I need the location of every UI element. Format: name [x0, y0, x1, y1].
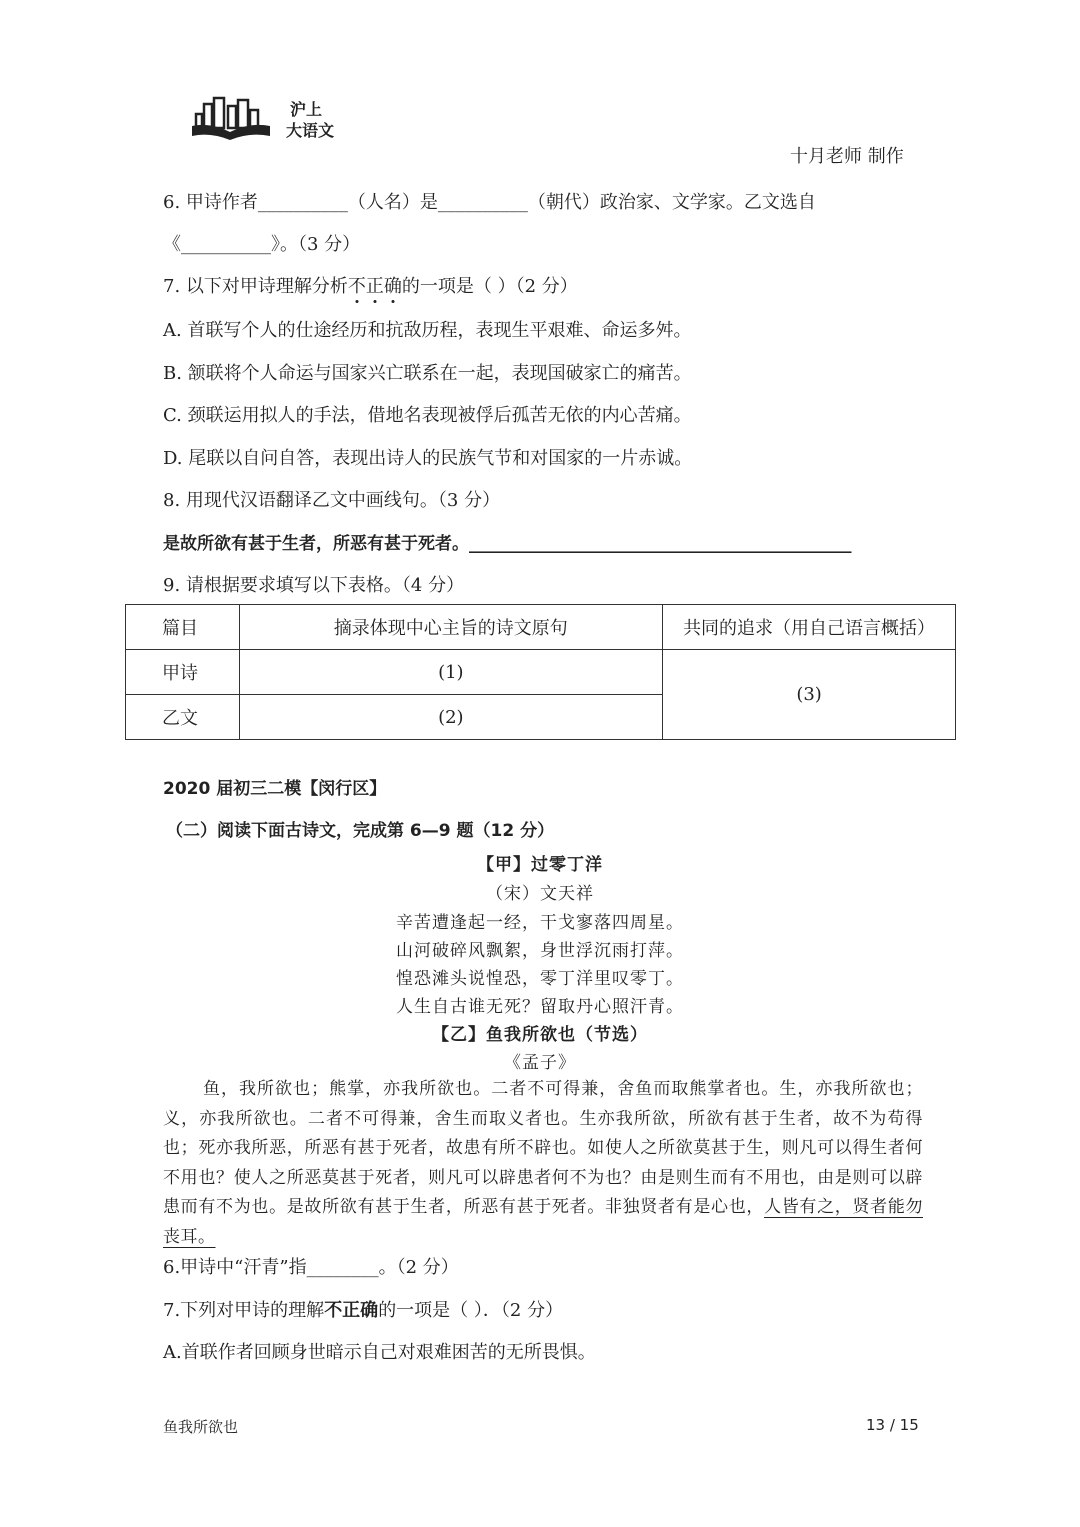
q9-question: 9. 请根据要求填写以下表格。（4 分） [163, 575, 465, 596]
answer-table [125, 604, 956, 740]
s2-q7-emphasis: 不正确 [324, 1300, 379, 1321]
s2-q7-post: 的一项是（ ）．（2 分） [378, 1300, 564, 1321]
prose-text: 鱼，我所欲也；熊掌，亦我所欲也。二者不可得兼，舍鱼而取熊掌者也。生，亦我所欲也；义，亦我所欲也。二者不可得兼，舍生而取义者也。生亦我所欲，所欲有甚于生者，故不为苟得也；死亦我所恶，所恶有甚于死者，故患有所不辟也。如使人之所欲莫甚于生，则凡可以得生者何不用也？使人之所恶莫甚于死者，则凡可以辟患者何不为也？由是则生而有不用也，由是则可以辟患而有不为也。是故所欲有甚于生者，所恶有甚于死者。非独贤者有是心也， [163, 1079, 923, 1217]
poem-line-4: 人生自古谁无死？留取丹心照汗青。 [396, 997, 684, 1017]
s2-q7-option-a: A.首联作者回顾身世暗示自己对艰难困苦的无所畏惧。 [163, 1342, 596, 1363]
page-number: 13 / 15 [866, 1416, 919, 1434]
logo-line1: 沪上 [290, 100, 323, 119]
poem-line-3: 惶恐滩头说惶恐，零丁洋里叹零丁。 [396, 969, 684, 989]
exam-title: 2020 届初三二模【闵行区】 [163, 779, 387, 799]
table-row1-title: 甲诗 [126, 650, 240, 695]
maker-credit: 十月老师 制作 [790, 146, 904, 167]
table-row2-title: 乙文 [126, 695, 240, 740]
q7-post: 的一项是（ ）（2 分） [401, 276, 578, 297]
q7-option-c: C. 颈联运用拟人的手法，借地名表现被俘后孤苦无依的内心苦痛。 [163, 405, 692, 426]
logo [190, 96, 340, 146]
poem-title: 【甲】过零丁洋 [477, 855, 603, 875]
q8-question: 8. 用现代汉语翻译乙文中画线句。（3 分） [163, 490, 501, 511]
prose-author: 《孟子》 [504, 1053, 576, 1073]
book-city-logo-icon [190, 96, 272, 140]
poem-author: （宋）文天祥 [486, 884, 594, 904]
poem-line-1: 辛苦遭逢起一经，干戈寥落四周星。 [396, 913, 684, 933]
table-header-title: 篇目 [126, 605, 240, 650]
table-row1-answer: (1) [239, 650, 663, 695]
prose-underlined-text: 人皆有之，贤者能勿丧耳。 [163, 1197, 924, 1247]
table-header-pursuit: 共同的追求（用自己语言概括） [663, 605, 956, 650]
logo-line2: 大语文 [286, 121, 335, 140]
s2-q7 [163, 1296, 563, 1322]
q6-line2: 《__________》。（3 分） [163, 234, 361, 255]
q7-emphasis-1: 不 [347, 276, 366, 297]
q8-sentence: 是故所欲有甚于生者，所恶有甚于死者。_____________________________________________ [163, 534, 852, 554]
q7-emphasis-2: 正 [365, 276, 384, 297]
q7-question [163, 272, 578, 298]
s2-q6: 6.甲诗中“汗青”指________。（2 分） [163, 1257, 459, 1278]
s2-q7-pre: 7.下列对甲诗的理解 [163, 1300, 325, 1321]
prose-title: 【乙】鱼我所欲也（节选） [432, 1025, 648, 1045]
poem-line-2: 山河破碎风飘絮，身世浮沉雨打萍。 [396, 941, 684, 961]
table-row2-answer: (2) [239, 695, 663, 740]
table-header-quote: 摘录体现中心主旨的诗文原句 [239, 605, 663, 650]
q6-line1: 6. 甲诗作者__________（人名）是__________（朝代）政治家、文学家。乙文选自 [163, 192, 816, 213]
q7-option-a: A. 首联写个人的仕途经历和抗敌历程，表现生平艰难、命运多舛。 [163, 320, 692, 341]
footer-title: 鱼我所欲也 [163, 1418, 239, 1436]
prose-passage [163, 1075, 923, 1252]
q7-pre: 7. 以下对甲诗理解分析 [163, 276, 348, 297]
reading-instruction: （二）阅读下面古诗文，完成第 6—9 题（12 分） [166, 821, 555, 841]
q7-option-d: D. 尾联以自问自答，表现出诗人的民族气节和对国家的一片赤诚。 [163, 448, 693, 469]
q7-option-b: B. 颔联将个人命运与国家兴亡联系在一起，表现国破家亡的痛苦。 [163, 363, 692, 384]
table-common-answer: (3) [663, 650, 956, 740]
q7-emphasis-3: 确 [383, 276, 402, 297]
